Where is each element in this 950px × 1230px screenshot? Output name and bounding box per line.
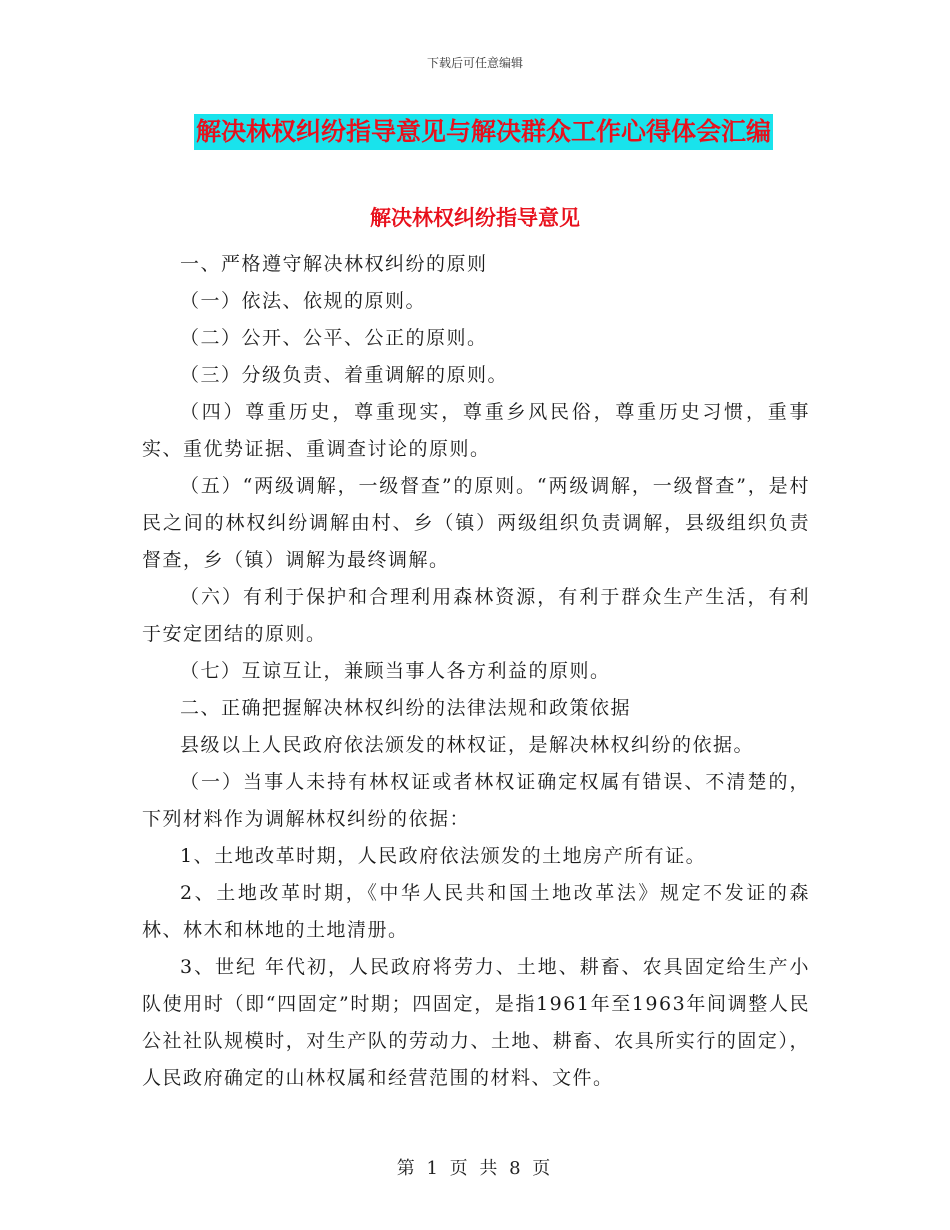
paragraph: （一）依法、依规的原则。	[180, 290, 427, 312]
paragraph: 1、土地改革时期，人民政府依法颁发的土地房产所有证。	[180, 845, 707, 867]
paragraph: （四）尊重历史，尊重现实，尊重乡风民俗，尊重历史习惯，重事实、重优势证据、重调查讨论的原则。	[142, 401, 810, 460]
paragraph: 二、正确把握解决林权纠纷的法律法规和政策依据	[180, 697, 632, 719]
paragraph: （一）当事人未持有林权证或者林权证确定权属有错误、不清楚的，下列材料作为调解林权纠纷的依据：	[142, 771, 810, 830]
paragraph: 一、严格遵守解决林权纠纷的原则	[180, 253, 488, 275]
page-header-note: 下载后可任意编辑	[426, 56, 523, 70]
paragraph: （三）分级负责、着重调解的原则。	[180, 364, 509, 386]
section-title: 解决林权纠纷指导意见	[370, 205, 580, 230]
paragraph: 3、世纪 年代初，人民政府将劳力、土地、耕畜、农具固定给生产小队使用时（即“四固定”时期；四固定，是指1961年至1963年间调整人民公社社队规模时，对生产队的劳动力、土地、耕畜、农具所实行的固定），人民政府确定的山林权属和经营范围的材料、文件。	[142, 956, 810, 1089]
paragraph: 县级以上人民政府依法颁发的林权证，是解决林权纠纷的依据。	[180, 734, 755, 756]
paragraph: （五）“两级调解，一级督查”的原则。“两级调解，一级督查”，是村民之间的林权纠纷调解由村、乡（镇）两级组织负责调解，县级组织负责督查，乡（镇）调解为最终调解。	[142, 475, 810, 571]
paragraph: （二）公开、公平、公正的原则。	[180, 327, 488, 349]
paragraph: （七）互谅互让，兼顾当事人各方利益的原则。	[180, 660, 611, 682]
document-title: 解决林权纠纷指导意见与解决群众工作心得体会汇编	[194, 114, 773, 150]
page-number-footer: 第 1 页 共 8 页	[396, 1158, 554, 1179]
document-body	[142, 246, 810, 1097]
paragraph: （六）有利于保护和合理利用森林资源，有利于群众生产生活，有利于安定团结的原则。	[142, 586, 810, 645]
paragraph: 2、土地改革时期，《中华人民共和国土地改革法》规定不发证的森林、林木和林地的土地清册。	[142, 882, 810, 941]
